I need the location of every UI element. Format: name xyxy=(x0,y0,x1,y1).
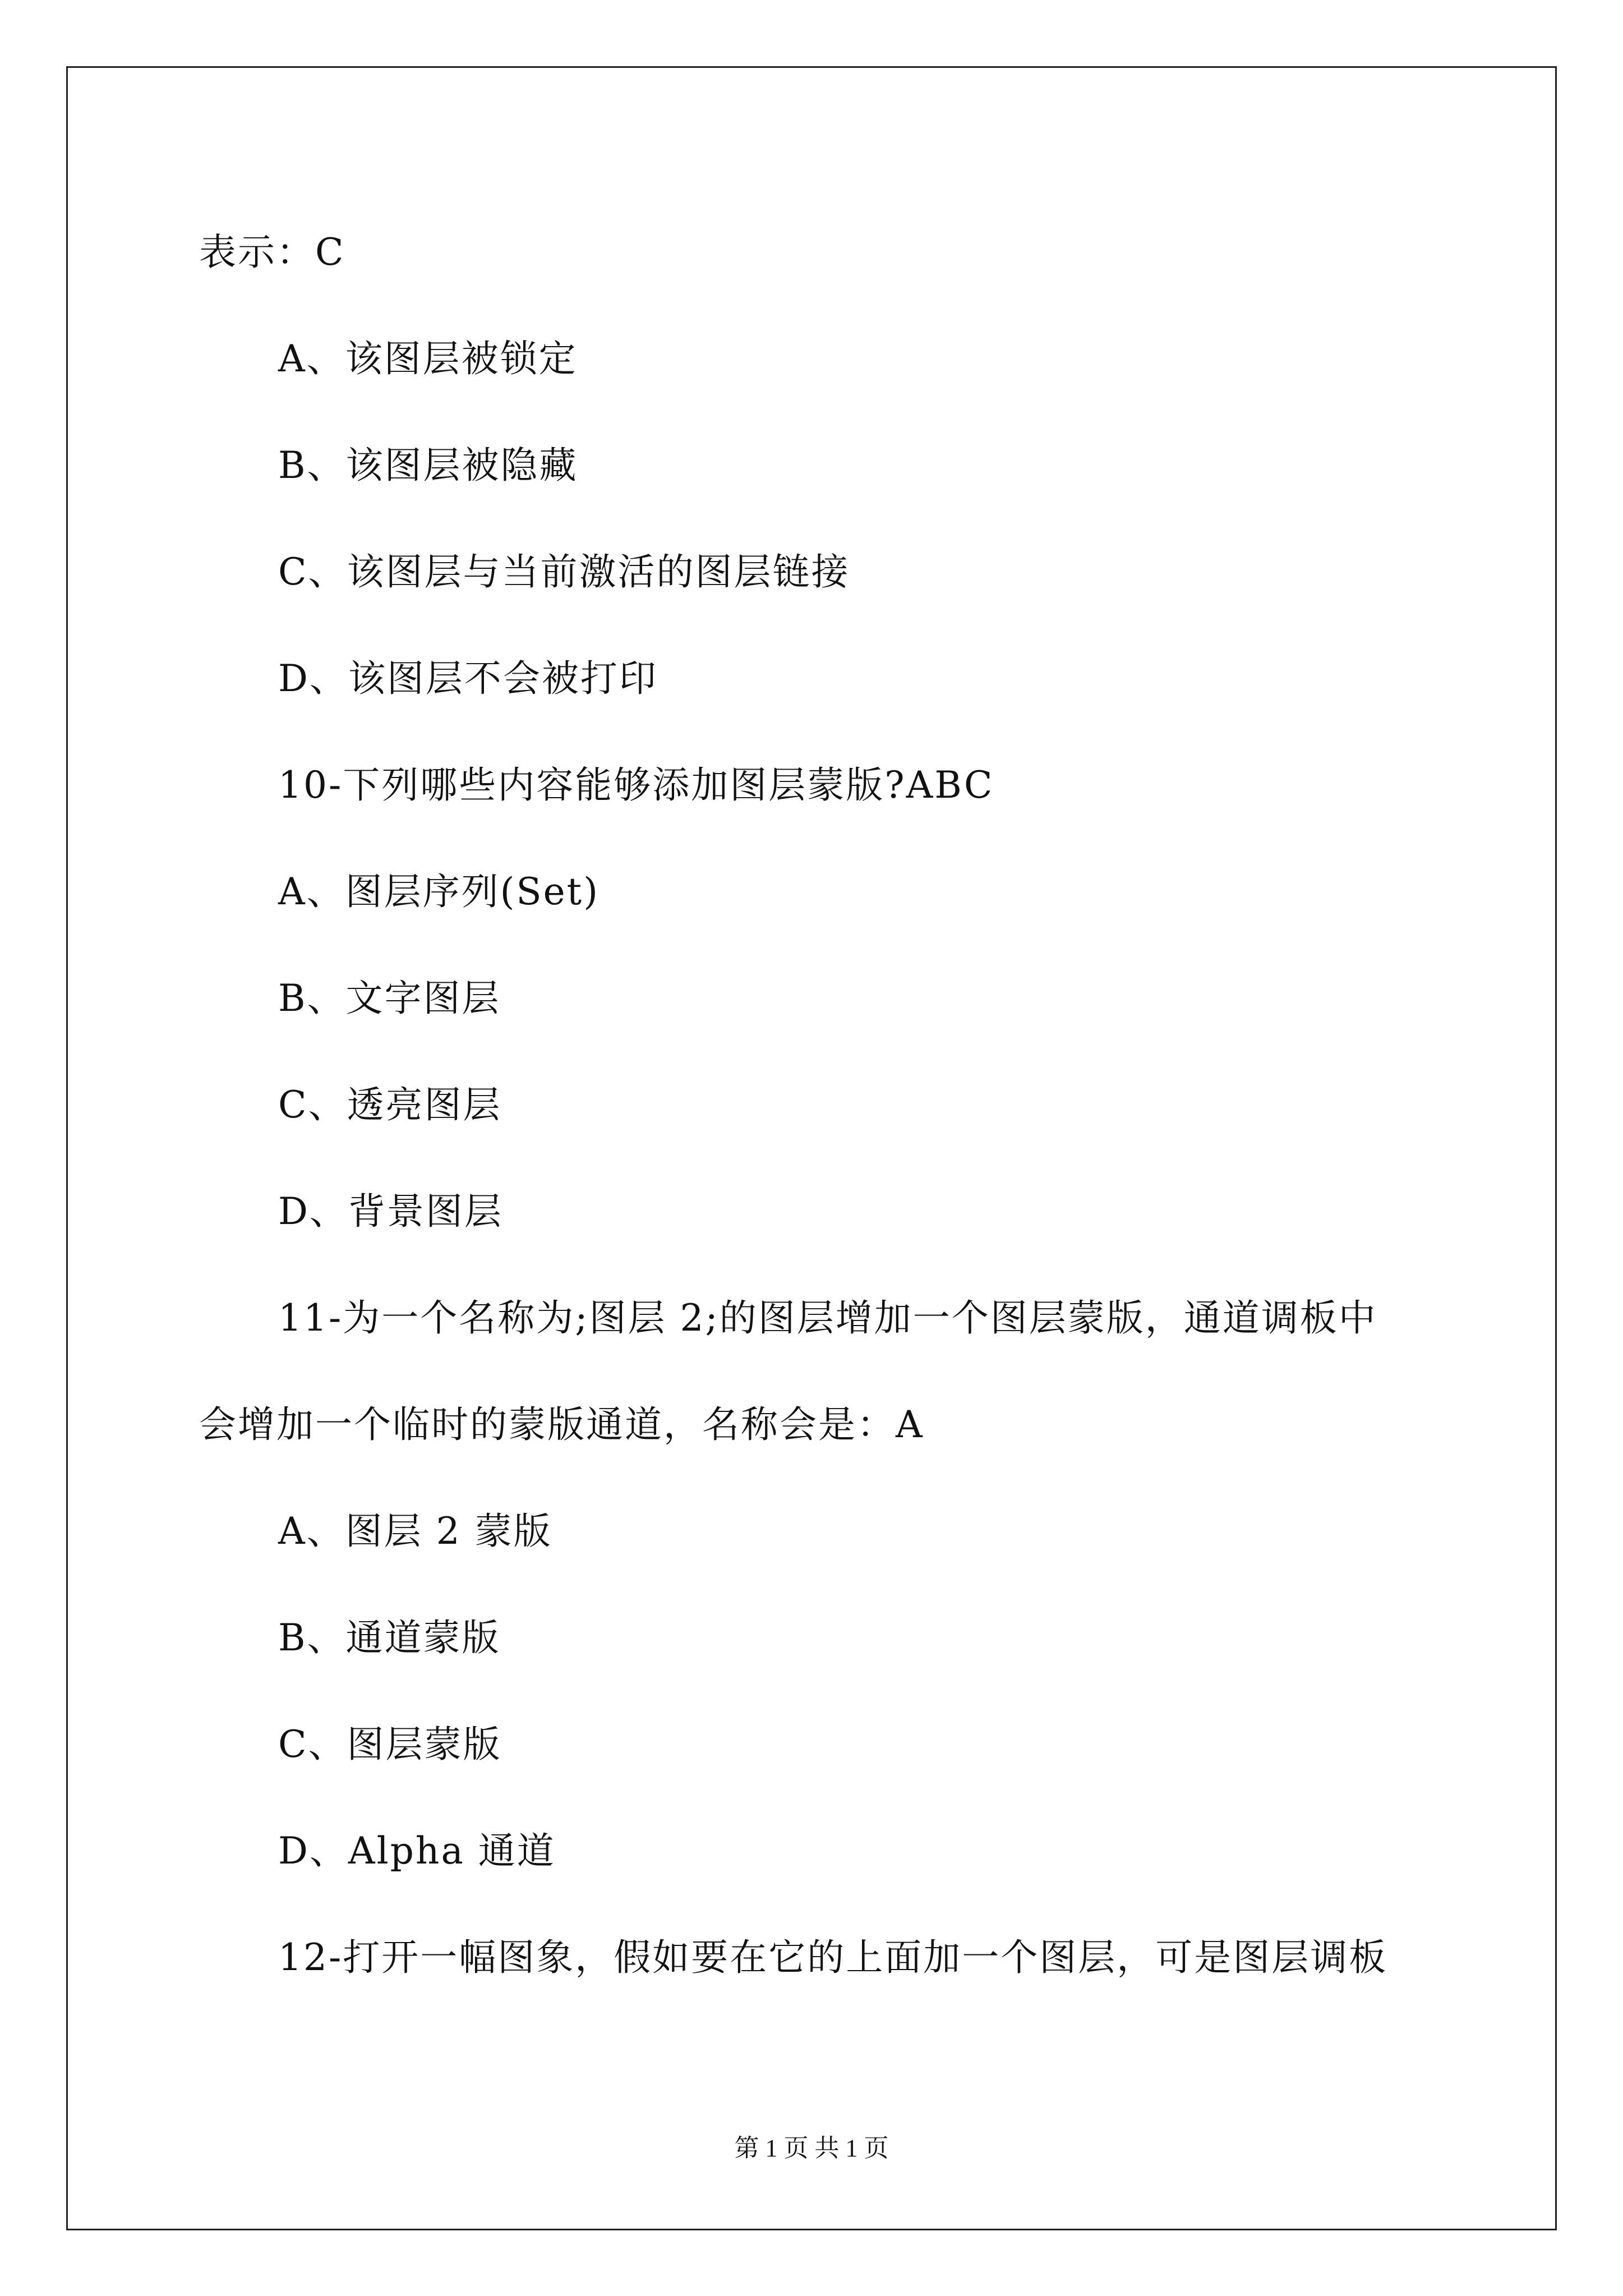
question-11-continued: 会增加一个临时的蒙版通道，名称会是：A xyxy=(199,1403,924,1446)
page-border xyxy=(66,66,1557,2230)
option-d: D、背景图层 xyxy=(278,1190,503,1233)
option-d: D、该图层不会被打印 xyxy=(278,657,658,700)
option-a: A、图层 2 蒙版 xyxy=(278,1510,552,1553)
option-c: C、该图层与当前激活的图层链接 xyxy=(278,550,850,593)
option-b: B、该图层被隐藏 xyxy=(278,444,578,487)
option-a: A、该图层被锁定 xyxy=(278,337,578,380)
question-11: 11-为一个名称为;图层 2;的图层增加一个图层蒙版，通道调板中 xyxy=(278,1296,1377,1340)
page-footer: 第 1 页 共 1 页 xyxy=(734,2134,889,2162)
option-b: B、文字图层 xyxy=(278,977,501,1020)
option-c: C、图层蒙版 xyxy=(278,1723,502,1766)
option-d: D、Alpha 通道 xyxy=(278,1829,556,1872)
question-12: 12-打开一幅图象，假如要在它的上面加一个图层，可是图层调板 xyxy=(278,1936,1388,1979)
option-b: B、通道蒙版 xyxy=(278,1616,501,1659)
answer-line: 表示：C xyxy=(199,231,345,274)
question-10: 10-下列哪些内容能够添加图层蒙版?ABC xyxy=(278,763,994,807)
option-c: C、透亮图层 xyxy=(278,1083,502,1126)
option-a: A、图层序列(Set) xyxy=(278,870,600,913)
